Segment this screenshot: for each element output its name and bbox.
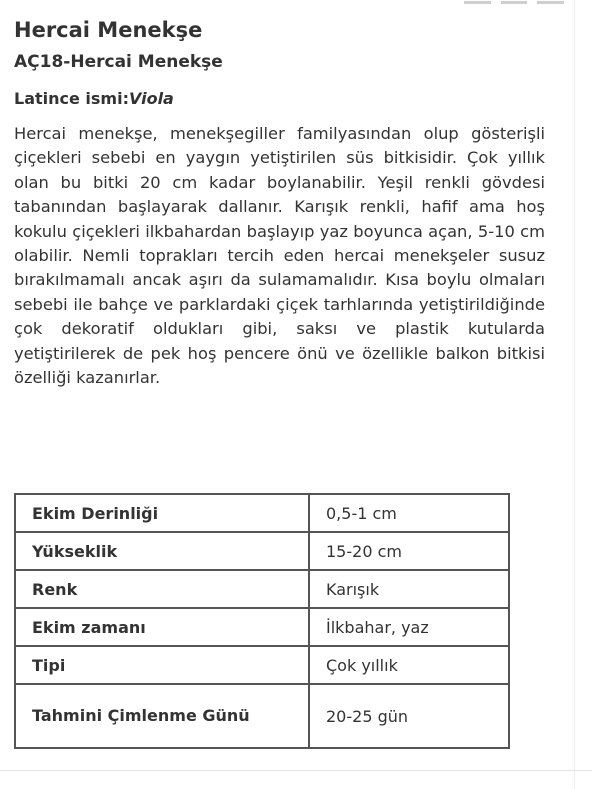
spec-value: Karışık xyxy=(309,570,509,608)
latin-name-line xyxy=(14,89,174,108)
specs-table xyxy=(14,493,510,749)
table-row xyxy=(15,494,509,532)
spec-label: Tahmini Çimlenme Günü xyxy=(15,684,309,748)
spec-value: 15-20 cm xyxy=(309,532,509,570)
spec-value: İlkbahar, yaz xyxy=(309,608,509,646)
spec-label: Renk xyxy=(15,570,309,608)
spec-label: Yükseklik xyxy=(15,532,309,570)
spec-label: Ekim Derinliği xyxy=(15,494,309,532)
product-title: Hercai Menekşe xyxy=(14,18,203,42)
table-row xyxy=(15,532,509,570)
latin-name-label: Latince ismi: xyxy=(14,89,129,108)
top-strip-segment xyxy=(464,1,491,4)
spec-value: Çok yıllık xyxy=(309,646,509,684)
table-row xyxy=(15,684,509,748)
table-row xyxy=(15,646,509,684)
table-row xyxy=(15,570,509,608)
latin-name-value: Viola xyxy=(128,89,174,108)
product-description: Hercai menekşe, menekşegiller familyasından olup gösterişli çiçekleri sebebi en yaygın yetiştirilen süs bitkisidir. Çok yıllık olan bu bitki 20 cm kadar boylanabilir. Yeşil renkli gövdesi tabanından başlayarak dallanır. Karışık renkli, hafif ama hoş kokulu çiçekleri ilkbahardan başlayıp yaz boyunca açan, 5-10 cm olabilir. Nemli toprakları tercih eden hercai menekşeler susuz bırakılmamalı ancak aşırı da sulamamalıdır. Kısa boylu olmaları sebebi ile bahçe ve parklardaki çiçek tarhlarında yetiştirildiğinde çok dekoratif oldukları gibi, saksı ve plastik kutularda yetiştirilerek de pek hoş pencere önü ve özellikle balkon bitkisi özelliği kazanırlar. xyxy=(14,124,545,388)
top-edge-strip xyxy=(464,0,564,6)
spec-label: Tipi xyxy=(15,646,309,684)
top-strip-segment xyxy=(501,1,528,4)
spec-label: Ekim zamanı xyxy=(15,608,309,646)
bottom-divider xyxy=(0,770,592,771)
table-row xyxy=(15,608,509,646)
page-edge-line xyxy=(574,0,575,789)
spec-value: 20-25 gün xyxy=(309,684,509,748)
spec-value: 0,5-1 cm xyxy=(309,494,509,532)
product-code-line: AÇ18-Hercai Menekşe xyxy=(14,52,223,72)
top-strip-segment xyxy=(537,1,564,4)
